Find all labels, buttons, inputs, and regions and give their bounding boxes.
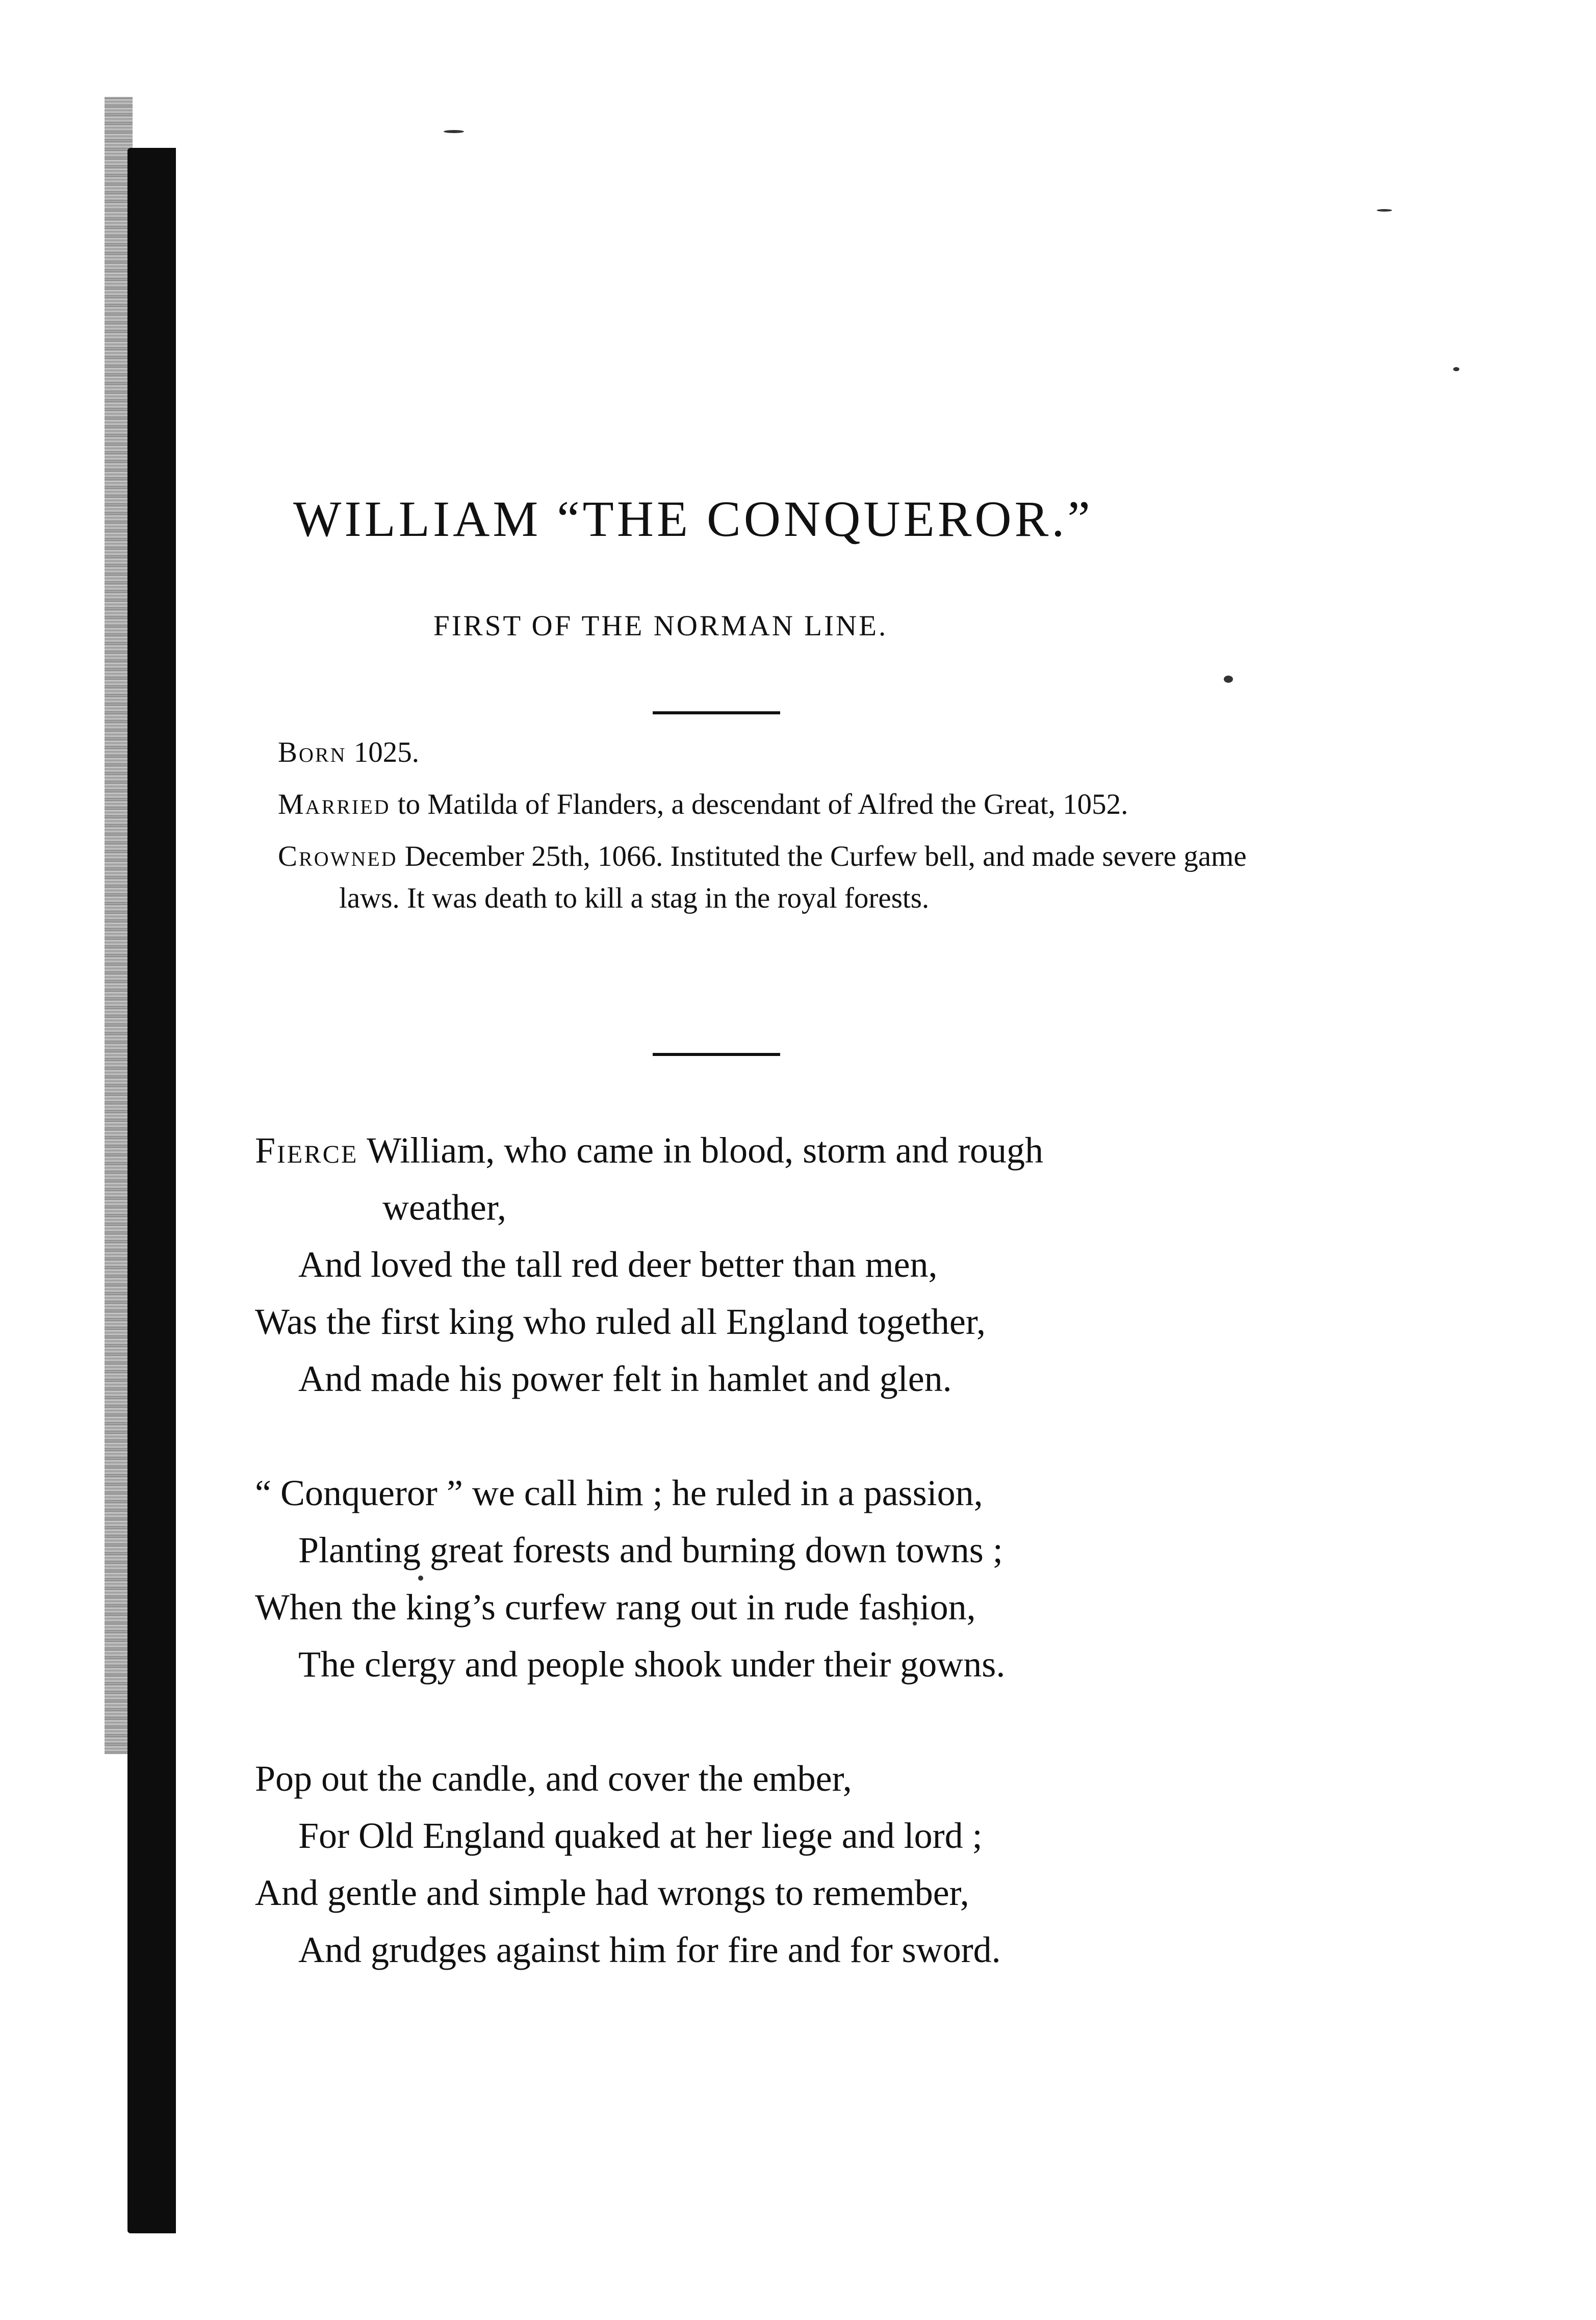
poem-line: Planting great forests and burning down towns ; [298, 1530, 1003, 1570]
fact-married [278, 784, 1247, 826]
poem-line-text: William, who came in blood, storm and rough [358, 1130, 1044, 1171]
poem-stanza-1 [255, 1122, 1275, 1407]
poem [255, 1122, 1275, 1978]
poem-line: “ Conqueror ” we call him ; he ruled in a passion, [255, 1473, 983, 1513]
poem-line [255, 1122, 1275, 1179]
fact-lead: Married [278, 788, 391, 820]
poem-line: For Old England quaked at her liege and lord ; [298, 1815, 983, 1856]
section-divider-bottom [653, 1053, 780, 1056]
fact-lead: Crowned [278, 840, 398, 872]
fact-text: December 25th, 1066. Instituted the Curfew bell, and made severe game laws. It was death to kill a stag in the royal forests. [339, 840, 1247, 914]
fact-text: 1025. [346, 736, 419, 768]
section-divider-top [653, 711, 780, 714]
poem-line: Pop out the candle, and cover the ember, [255, 1758, 852, 1799]
poem-line: weather, [382, 1187, 506, 1228]
poem-line: Was the first king who ruled all England together, [255, 1301, 986, 1342]
fact-born [278, 732, 1247, 774]
fact-text: to Matilda of Flanders, a descendant of Alfred the Great, 1052. [390, 788, 1128, 820]
poem-stanza-3 [255, 1750, 1275, 1978]
page-title: WILLIAM “THE CONQUEROR.” [293, 491, 1093, 547]
poem-line: The clergy and people shook under their gowns. [298, 1644, 1006, 1685]
poem-first-word: Fierce [255, 1130, 358, 1171]
poem-line: And made his power felt in hamlet and glen. [298, 1358, 952, 1399]
poem-line: And gentle and simple had wrongs to remember, [255, 1872, 969, 1913]
page-subtitle: FIRST OF THE NORMAN LINE. [433, 610, 888, 642]
fact-crowned [278, 836, 1247, 919]
fact-lead: Born [278, 736, 347, 768]
biographical-facts [278, 732, 1247, 930]
poem-line: When the king’s curfew rang out in rude fashion, [255, 1587, 976, 1628]
poem-stanza-2 [255, 1464, 1275, 1693]
poem-line: And loved the tall red deer better than men, [298, 1244, 938, 1285]
poem-line: And grudges against him for fire and for sword. [298, 1929, 1001, 1970]
